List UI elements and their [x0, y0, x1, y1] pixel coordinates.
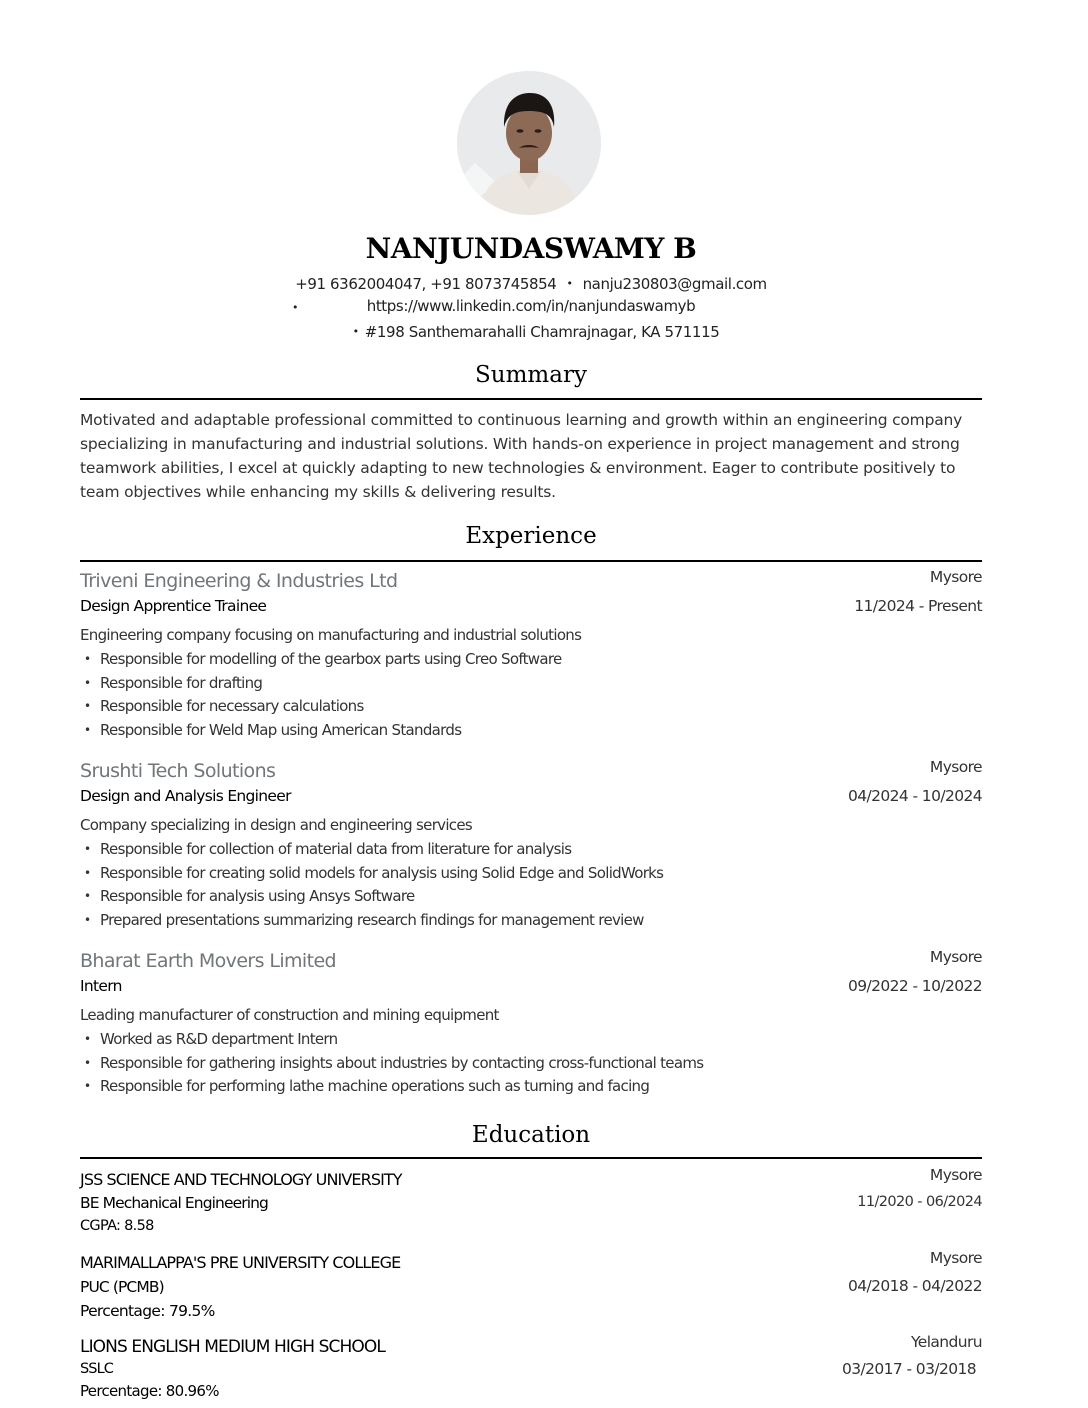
job-location: Mysore: [929, 568, 982, 586]
separator-dot: •: [352, 325, 359, 338]
experience-entry: [80, 948, 982, 1099]
job-location: Mysore: [929, 758, 982, 776]
experience-divider: [80, 560, 982, 562]
company-name: Triveni Engineering & Industries Ltd: [80, 570, 398, 592]
responsibility-item: • Responsible for Weld Map using American Standards: [80, 719, 982, 743]
school-location: Mysore: [929, 1249, 982, 1267]
responsibility-item: • Prepared presentations summarizing research findings for management review: [80, 909, 982, 933]
score: Percentage: 80.96%: [80, 1382, 219, 1400]
summary-text: Motivated and adaptable professional committed to continuous learning and growth within an engineering company specializing in manufacturing and industrial solutions. With hands-on experience in project management and strong teamwork abilities, I excel at quickly adapting to new technologies & environment. Eager to contribute positively to team objectives while enhancing my skills & delivering results.: [80, 411, 963, 501]
contact-line-3: [80, 323, 982, 341]
score: CGPA: 8.58: [80, 1218, 154, 1234]
phone-numbers: +91 6362004047, +91 8073745854: [295, 275, 557, 293]
person-photo-icon: [457, 71, 601, 215]
responsibility-item: • Responsible for analysis using Ansys Software: [80, 885, 982, 909]
company-name: Srushti Tech Solutions: [80, 760, 276, 782]
education-entry: [80, 1335, 982, 1402]
separator-dot: •: [566, 277, 573, 290]
job-title: Design and Analysis Engineer: [80, 787, 291, 805]
job-title: Design Apprentice Trainee: [80, 597, 267, 615]
profile-photo: [457, 71, 601, 215]
bullet-icon: •: [84, 699, 91, 713]
job-dates: 09/2022 - 10/2022: [847, 977, 982, 995]
experience-entry: [80, 568, 982, 742]
separator-dot: •: [292, 301, 299, 314]
school-dates: 03/2017 - 03/2018: [841, 1360, 976, 1378]
school-location: Yelanduru: [910, 1333, 982, 1351]
education-entry: [80, 1168, 982, 1237]
job-title: Intern: [80, 977, 122, 995]
experience-heading: Experience: [465, 523, 597, 549]
school-location: Mysore: [929, 1166, 982, 1184]
responsibility-list: [80, 1028, 982, 1099]
bullet-icon: •: [84, 652, 91, 666]
degree: BE Mechanical Engineering: [80, 1194, 268, 1212]
contact-line-2: [80, 297, 982, 315]
bullet-icon: •: [84, 1032, 91, 1046]
job-dates: 11/2024 - Present: [854, 597, 982, 615]
summary-heading: Summary: [475, 362, 587, 388]
bullet-icon: •: [84, 1079, 91, 1093]
candidate-name: NANJUNDASWAMY B: [365, 232, 697, 265]
email-link[interactable]: nanju230803@gmail.com: [582, 275, 767, 293]
responsibility-list: [80, 838, 982, 932]
bullet-icon: •: [84, 675, 91, 690]
school-dates: 11/2020 - 06/2024: [857, 1194, 982, 1210]
school-name: MARIMALLAPPA'S PRE UNIVERSITY COLLEGE: [80, 1253, 401, 1272]
responsibility-list: [80, 648, 982, 742]
company-description: Engineering company focusing on manufacturing and industrial solutions: [80, 626, 582, 644]
company-description: Leading manufacturer of construction and mining equipment: [80, 1006, 499, 1024]
bullet-icon: •: [84, 865, 91, 880]
bullet-icon: •: [84, 722, 91, 737]
address: #198 Santhemarahalli Chamrajnagar, KA 571115: [364, 323, 720, 341]
responsibility-item: • Responsible for modelling of the gearbox parts using Creo Software: [80, 648, 982, 672]
responsibility-item: • Responsible for creating solid models for analysis using Solid Edge and SolidWorks: [80, 862, 982, 886]
company-description: Company specializing in design and engineering services: [80, 816, 472, 834]
bullet-icon: •: [84, 1055, 91, 1070]
responsibility-item: • Responsible for collection of material data from literature for analysis: [80, 838, 982, 862]
job-dates: 04/2024 - 10/2024: [847, 787, 982, 805]
responsibility-item: • Responsible for necessary calculations: [80, 695, 982, 719]
bullet-icon: •: [84, 889, 91, 903]
responsibility-item: • Worked as R&D department Intern: [80, 1028, 982, 1052]
linkedin-link[interactable]: https://www.linkedin.com/in/nanjundaswamyb: [366, 297, 696, 315]
education-heading: Education: [471, 1122, 591, 1148]
education-entry: [80, 1251, 982, 1322]
degree: PUC (PCMB): [80, 1278, 164, 1296]
summary-divider: [80, 398, 982, 400]
bullet-icon: •: [84, 842, 91, 856]
school-dates: 04/2018 - 04/2022: [847, 1277, 982, 1295]
company-name: Bharat Earth Movers Limited: [80, 950, 337, 972]
responsibility-item: • Responsible for performing lathe machine operations such as turning and facing: [80, 1075, 982, 1099]
job-location: Mysore: [929, 948, 982, 966]
school-name: LIONS ENGLISH MEDIUM HIGH SCHOOL: [80, 1337, 385, 1357]
score: Percentage: 79.5%: [80, 1302, 215, 1320]
education-divider: [80, 1157, 982, 1159]
experience-entry: [80, 758, 982, 932]
degree: SSLC: [80, 1361, 114, 1377]
responsibility-item: • Responsible for drafting: [80, 672, 982, 696]
bullet-icon: •: [84, 912, 91, 927]
contact-line-1: [80, 275, 982, 293]
school-name: JSS SCIENCE AND TECHNOLOGY UNIVERSITY: [80, 1170, 402, 1189]
responsibility-item: • Responsible for gathering insights about industries by contacting cross-functional teams: [80, 1052, 982, 1076]
